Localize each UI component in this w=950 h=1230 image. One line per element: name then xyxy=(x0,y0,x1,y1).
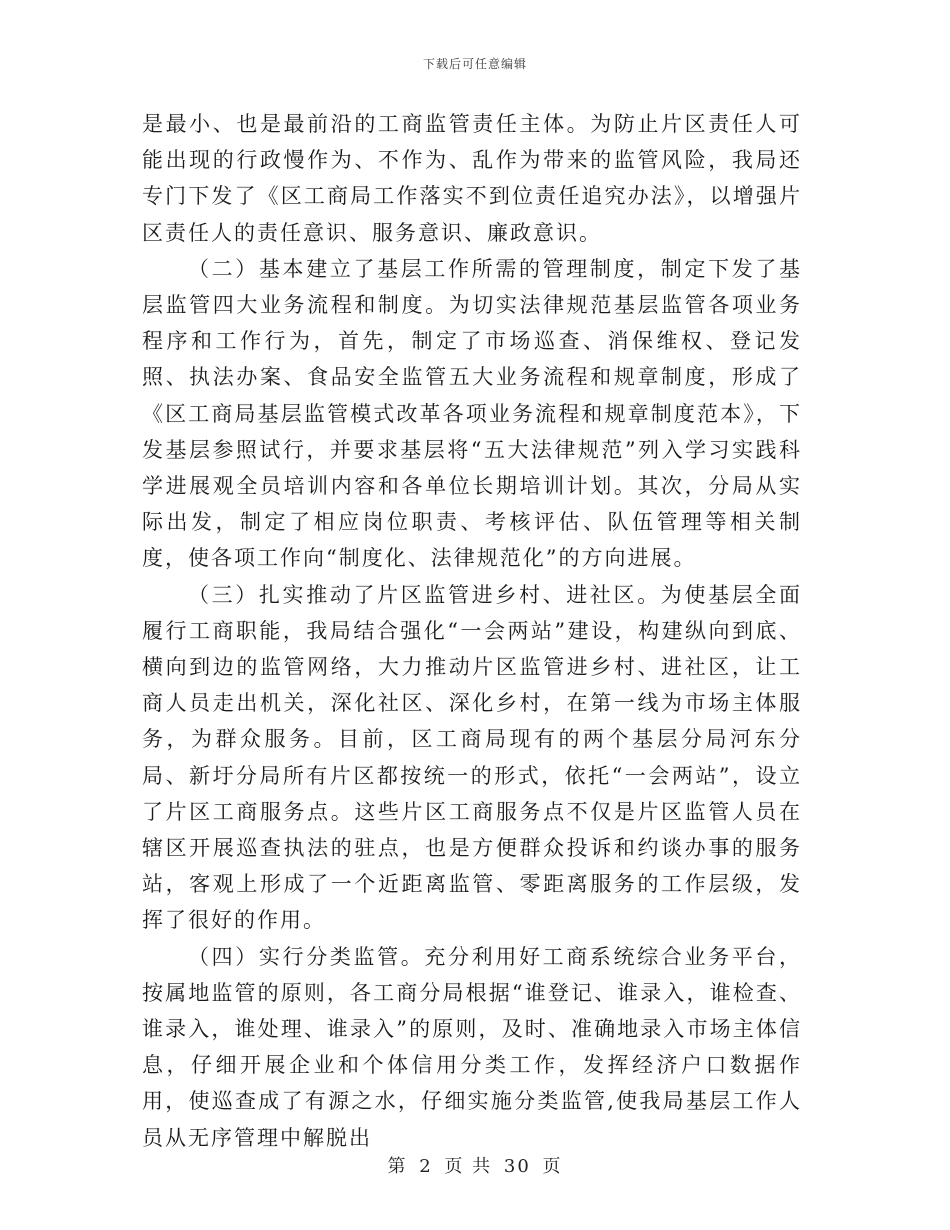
footer-page-number: 2 xyxy=(419,1156,433,1177)
paragraph-section-2: （二）基本建立了基层工作所需的管理制度，制定下发了基层监管四大业务流程和制度。为切实法律规范基层监管各项业务程序和工作行为，首先，制定了市场巡查、消保维权、登记发照、执法办案、食品安全监管五大业务流程和规章制度，形成了《区工商局基层监管模式改革各项业务流程和规章制度范本》，下发基层参照试行，并要求基层将“五大法律规范”列入学习实践科学进展观全员培训内容和各单位长期培训计划。其次，分局从实际出发，制定了相应岗位职责、考核评估、队伍管理等相关制度，使各项工作向“制度化、法律规范化”的方向进展。 xyxy=(142,256,802,571)
footer-prefix: 第 xyxy=(387,1156,408,1177)
paragraph-section-4: （四）实行分类监管。充分利用好工商系统综合业务平台，按属地监管的原则，各工商分局根据“谁登记、谁录入，谁检查、谁录入，谁处理、谁录入”的原则，及时、准确地录入市场主体信息，仔细开展企业和个体信用分类工作，发挥经济户口数据作用，使巡查成了有源之水，仔细实施分类监管,使我局基层工作人员从无序管理中解脱出 xyxy=(142,944,802,1150)
header-text: 下载后可任意编辑 xyxy=(422,57,527,71)
paragraph-continued: 是最小、也是最前沿的工商监管责任主体。为防止片区责任人可能出现的行政慢作为、不作为、乱作为带来的监管风险，我局还专门下发了《区工商局工作落实不到位责任追究办法》，以增强片区责任人的责任意识、服务意识、廉政意识。 xyxy=(142,112,802,245)
footer-suffix: 页 xyxy=(542,1156,563,1177)
footer-middle: 页 共 xyxy=(444,1156,493,1177)
footer-total-pages: 30 xyxy=(503,1156,531,1177)
document-body xyxy=(142,106,802,1156)
page-header xyxy=(0,55,950,72)
paragraph-section-3: （三）扎实推动了片区监管进乡村、进社区。为使基层全面履行工商职能，我局结合强化“一会两站”建设，构建纵向到底、横向到边的监管网络，大力推动片区监管进乡村、进社区，让工商人员走出机关，深化社区、深化乡村，在第一线为市场主体服务，为群众服务。目前，区工商局现有的两个基层分局河东分局、新圩分局所有片区都按统一的形式，依托“一会两站”，设立了片区工商服务点。这些片区工商服务点不仅是片区监管人员在辖区开展巡查执法的驻点，也是方便群众投诉和约谈办事的服务站，客观上形成了一个近距离监管、零距离服务的工作层级，发挥了很好的作用。 xyxy=(142,582,802,933)
page-footer xyxy=(0,1152,950,1178)
